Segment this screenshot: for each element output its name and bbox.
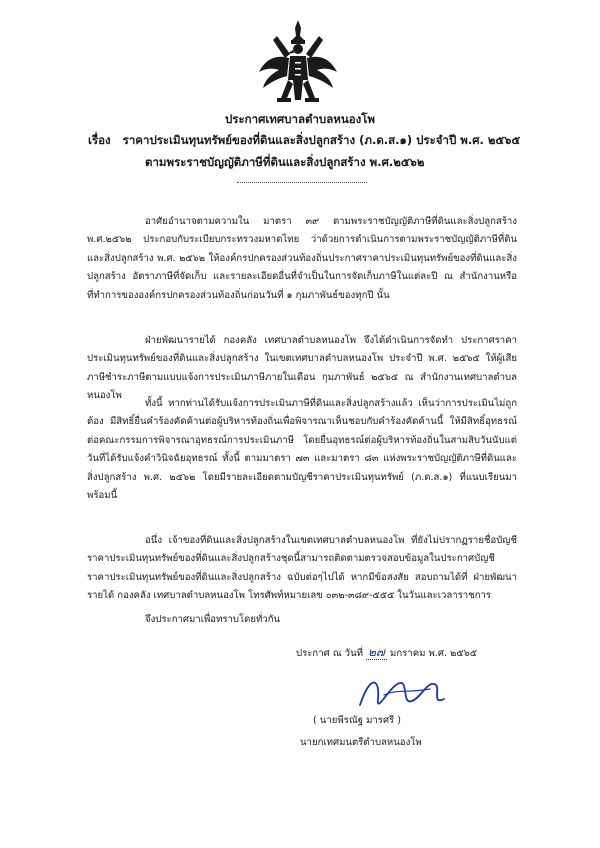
subject-line — [88, 132, 558, 150]
announcement-date — [296, 643, 477, 662]
date-prefix: ประกาศ ณ วันที่ — [296, 648, 363, 659]
paragraph-revenue-division: ฝ่ายพัฒนารายได้ กองคลัง เทศบาลตำบลหนองโพ จึงได้ดำเนินการจัดทำ ประกาศราคาประเมินทุนทรัพย์ของที่ดินและสิ่งปลูกสร้าง ในเขตเทศบาลตำบลหนองโพ ประจำปี พ.ศ. ๒๕๖๕ ให้ผู้เสียภาษีชำระภาษีตามแบบแจ้งการประเมินภาษีภายในเดือน กุมภาพันธ์ ๒๕๖๕ ณ สำนักงานเทศบาลตำบลหนองโพ — [87, 334, 517, 402]
dotted-divider — [237, 182, 367, 183]
paragraph-appeal-rights: ทั้งนี้ หากท่านได้รับแจ้งการประเมินภาษีที่ดินและสิ่งปลูกสร้างแล้ว เห็นว่าการประเมินไม่ถูกต้อง มีสิทธิ์ยื่นคำร้องคัดค้านต่อผู้บริหารท้องถิ่นเพื่อพิจารณาเห็นชอบกับคำร้องคัดค้านนี้ ให้มีสิทธิ์อุทธรณ์ต่อคณะกรรมการพิจารณาอุทธรณ์การประเมินภาษี โดยยื่นอุทธรณ์ต่อผู้บริหารท้องถิ่นในสามสิบวันนับแต่วันที่ได้รับแจ้งคำวินิจฉัยอุทธรณ์ ทั้งนี้ ตามมาตรา ๗๓ และมาตรา ๘๓ แห่งพระราชบัญญัติภาษีที่ดินและสิ่งปลูกสร้าง พ.ศ. ๒๕๖๒ โดยมีรายละเอียดตามบัญชีราคาประเมินทุนทรัพย์ (ภ.ด.ส.๑) ที่แนบเรียนมาพร้อมนี้ — [87, 397, 517, 502]
paragraph-authority: อาศัยอำนาจตามความใน มาตรา ๓๙ ตามพระราชบัญญัติภาษีที่ดินและสิ่งปลูกสร้าง พ.ศ.๒๕๖๒ ประกอบกับระเบียบกระทรวงมหาดไทย ว่าด้วยการดำเนินการตามพระราชบัญญัติภาษีที่ดินและสิ่งปลูกสร้าง พ.ศ. ๒๕๖๒ ให้องค์กรปกครองส่วนท้องถิ่นประกาศราคาประเมินทุนทรัพย์ของที่ดินและสิ่งปลูกสร้าง อัตราภาษีที่จัดเก็บ และรายละเอียดอื่นที่จำเป็นในการจัดเก็บภาษีในแต่ละปี ณ สำนักงานหรือที่ทำการขององค์กรปกครองส่วนท้องถิ่นก่อนวันที่ ๑ กุมภาพันธ์ของทุกปี นั้น — [87, 215, 517, 301]
closing-line: จึงประกาศมาเพื่อทราบโดยทั่วกัน — [145, 614, 281, 625]
signer-name: ( นายพีรณัฐ มารศรี ) — [313, 715, 401, 726]
subject-label: เรื่อง — [88, 133, 111, 147]
date-month-year: มกราคม พ.ศ. ๒๕๖๕ — [390, 648, 477, 659]
subject-line-2: ตามพระราชบัญญัติภาษีที่ดินและสิ่งปลูกสร้าง พ.ศ.๒๕๖๒ — [145, 155, 425, 169]
announcement-title: ประกาศเทศบาลตำบลหนองโพ — [225, 112, 375, 126]
date-day-handwritten: ๒๗ — [368, 645, 385, 659]
garuda-emblem-icon — [257, 18, 339, 106]
signer-title: นายกเทศมนตรีตำบลหนองโพ — [300, 737, 422, 748]
paragraph-contact-info: อนึ่ง เจ้าของที่ดินและสิ่งปลูกสร้างในเขตเทศบาลตำบลหนองโพ ที่ยังไม่ปรากฏรายชื่อบัญชีราคาประเมินทุนทรัพย์ของที่ดินและสิ่งปลูกสร้างชุดนี้สามารถติดตามตรวจสอบข้อมูลในประกาศบัญชีราคาประเมินทุนทรัพย์ของที่ดินและสิ่งปลูกสร้าง ฉบับต่อๆไปได้ หากมีข้อสงสัย สอบถามได้ที่ ฝ่ายพัฒนารายได้ กองคลัง เทศบาลตำบลหนองโพ โทรศัพท์หมายเลข ๐๓๒-๓๘๙-๕๕๕ ในวันและเวลาราชการ — [87, 534, 517, 602]
subject-text: ราคาประเมินทุนทรัพย์ของที่ดินและสิ่งปลูกสร้าง (ภ.ด.ส.๑) ประจำปี พ.ศ. ๒๕๖๕ — [122, 133, 521, 147]
